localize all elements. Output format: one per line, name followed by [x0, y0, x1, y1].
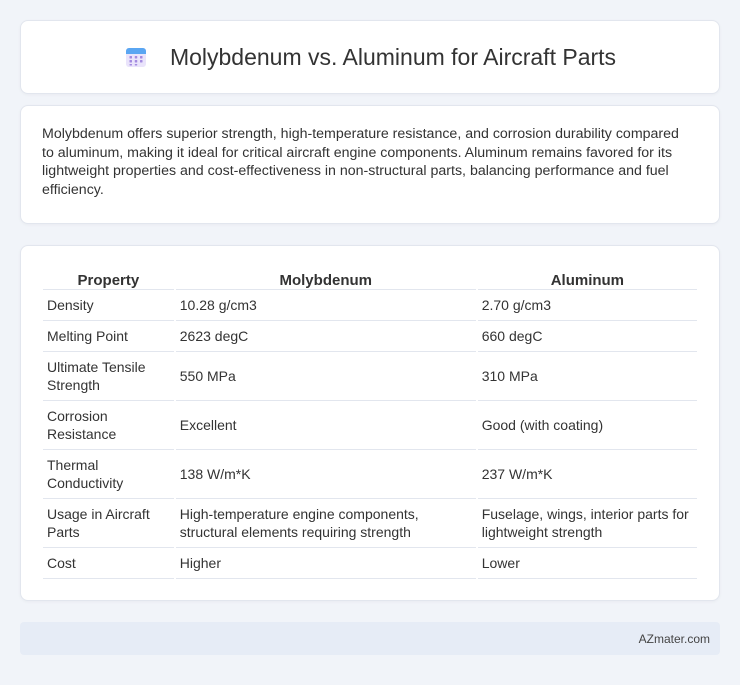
table-row	[43, 290, 697, 321]
table-header-row	[43, 268, 697, 290]
summary-text: Molybdenum offers superior strength, high-temperature resistance, and corrosion durability compared to aluminum, making it ideal for critical aircraft engine components. Aluminum remains favored for its lightweight properties and cost-effectiveness in non-structural parts, balancing performance and fuel efficiency.	[42, 126, 679, 198]
row-molybdenum-value: 138 W/m*K	[176, 450, 476, 499]
row-molybdenum-value: 550 MPa	[176, 352, 476, 401]
table-row	[43, 450, 697, 499]
title-card	[20, 20, 720, 94]
table-row	[43, 401, 697, 450]
comparison-table	[41, 268, 699, 579]
comparison-table-card	[20, 245, 720, 601]
table-row	[43, 321, 697, 352]
row-molybdenum-value: Higher	[176, 548, 476, 579]
row-aluminum-value: 660 degC	[478, 321, 697, 352]
header-molybdenum: Molybdenum	[176, 268, 476, 290]
row-property: Corrosion Resistance	[43, 401, 174, 450]
row-property: Melting Point	[43, 321, 174, 352]
row-aluminum-value: 310 MPa	[478, 352, 697, 401]
header-aluminum: Aluminum	[478, 268, 697, 290]
page-title: Molybdenum vs. Aluminum for Aircraft Parts	[169, 43, 617, 70]
table-row	[43, 499, 697, 548]
row-molybdenum-value: 10.28 g/cm3	[176, 290, 476, 321]
calendar-icon	[124, 45, 148, 69]
row-aluminum-value: 2.70 g/cm3	[478, 290, 697, 321]
row-molybdenum-value: 2623 degC	[176, 321, 476, 352]
row-aluminum-value: Good (with coating)	[478, 401, 697, 450]
row-property: Usage in Aircraft Parts	[43, 499, 174, 548]
row-aluminum-value: Lower	[478, 548, 697, 579]
row-property: Cost	[43, 548, 174, 579]
row-aluminum-value: Fuselage, wings, interior parts for lightweight strength	[478, 499, 697, 548]
footer	[20, 622, 720, 655]
summary-card	[20, 105, 720, 224]
row-aluminum-value: 237 W/m*K	[478, 450, 697, 499]
row-property: Ultimate Tensile Strength	[43, 352, 174, 401]
table-row	[43, 548, 697, 579]
table-row	[43, 352, 697, 401]
row-property: Thermal Conductivity	[43, 450, 174, 499]
row-property: Density	[43, 290, 174, 321]
header-property: Property	[43, 268, 174, 290]
footer-brand[interactable]: AZmater.com	[638, 631, 710, 646]
row-molybdenum-value: Excellent	[176, 401, 476, 450]
row-molybdenum-value: High-temperature engine components, structural elements requiring strength	[176, 499, 476, 548]
